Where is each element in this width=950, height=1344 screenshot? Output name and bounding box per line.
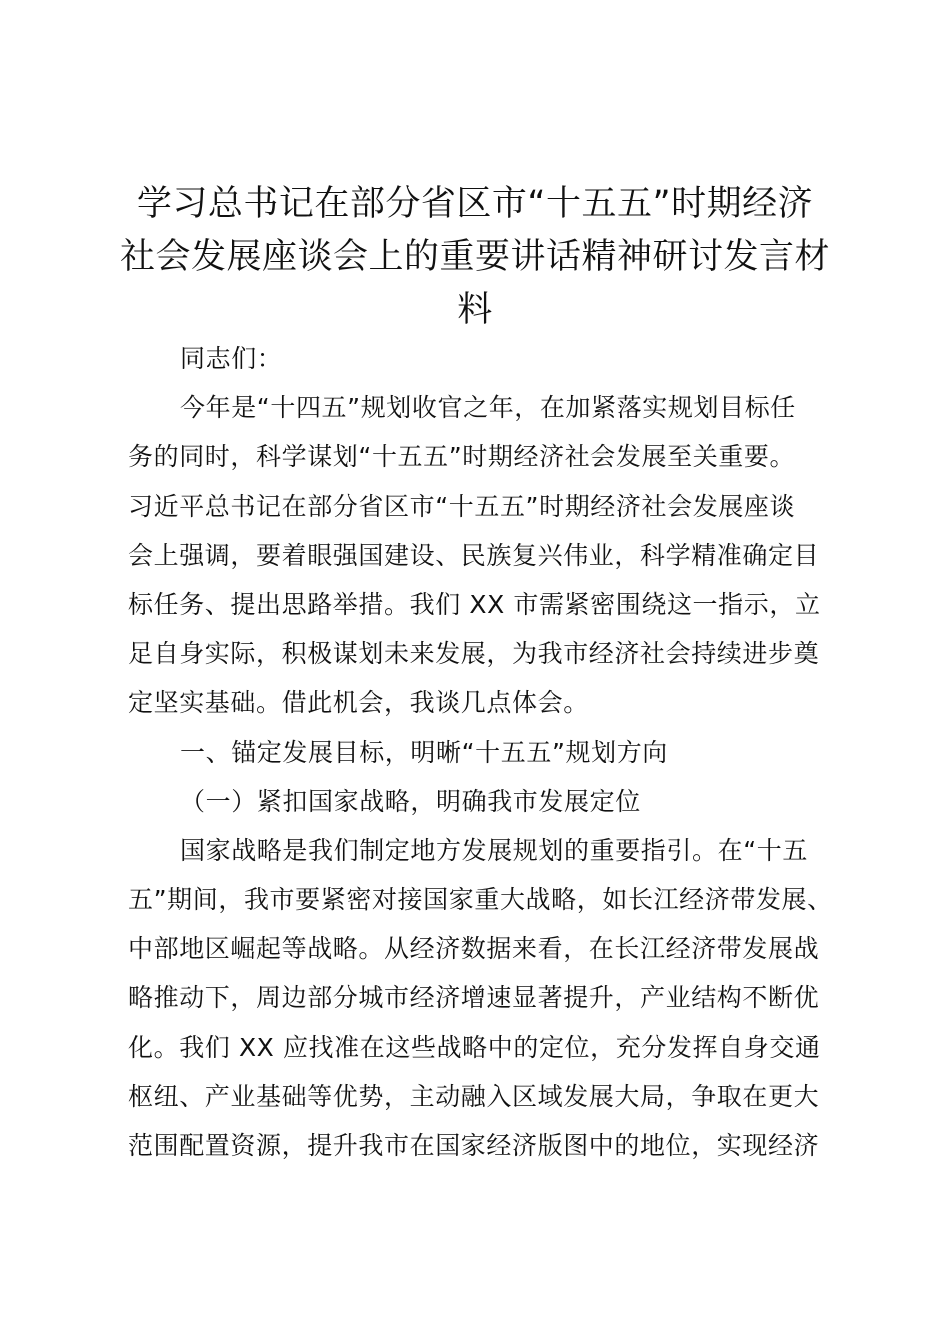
paragraph-line: 今年是“十四五”规划收官之年，在加紧落实规划目标任 <box>180 393 796 423</box>
paragraph-line: 化。我们 XX 应找准在这些战略中的定位，充分发挥自身交通 <box>128 1032 821 1062</box>
paragraph-line: 略推动下，周边部分城市经济增速显著提升，产业结构不断优 <box>128 983 820 1013</box>
paragraph-line: 范围配置资源，提升我市在国家经济版图中的地位，实现经济 <box>128 1131 820 1160</box>
paragraph-line: 中部地区崛起等战略。从经济数据来看，在长江经济带发展战 <box>128 934 820 964</box>
paragraph-line: 国家战略是我们制定地方发展规划的重要指引。在“十五 <box>180 835 808 865</box>
document-title <box>110 178 840 337</box>
paragraph-line: 定坚实基础。借此机会，我谈几点体会。 <box>128 688 589 718</box>
salutation: 同志们： <box>180 344 283 373</box>
title-line: 学习总书记在部分省区市“十五五”时期经济 <box>136 184 814 224</box>
paragraph-line: 足自身实际，积极谋划未来发展，为我市经济社会持续进步奠 <box>128 639 820 669</box>
paragraph-line: 标任务、提出思路举措。我们 XX 市需紧密围绕这一指示，立 <box>128 589 821 619</box>
section-heading: 一、锚定发展目标，明晰“十五五”规划方向 <box>180 737 668 767</box>
paragraph-line: 五”期间，我市要紧密对接国家重大战略，如长江经济带发展、 <box>128 885 833 915</box>
title-line: 料 <box>457 290 493 330</box>
paragraph-line: 习近平总书记在部分省区市“十五五”时期经济社会发展座谈 <box>128 491 796 521</box>
document-body <box>128 334 832 1170</box>
paragraph-line: 会上强调，要着眼强国建设、民族复兴伟业，科学精准确定目 <box>128 540 820 570</box>
paragraph-line: 务的同时，科学谋划“十五五”时期经济社会发展至关重要。 <box>128 442 796 472</box>
title-line: 社会发展座谈会上的重要讲话精神研讨发言材 <box>119 237 830 277</box>
subsection-heading: （一）紧扣国家战略，明确我市发展定位 <box>180 786 641 816</box>
paragraph-line: 枢纽、产业基础等优势，主动融入区域发展大局，争取在更大 <box>128 1081 820 1111</box>
